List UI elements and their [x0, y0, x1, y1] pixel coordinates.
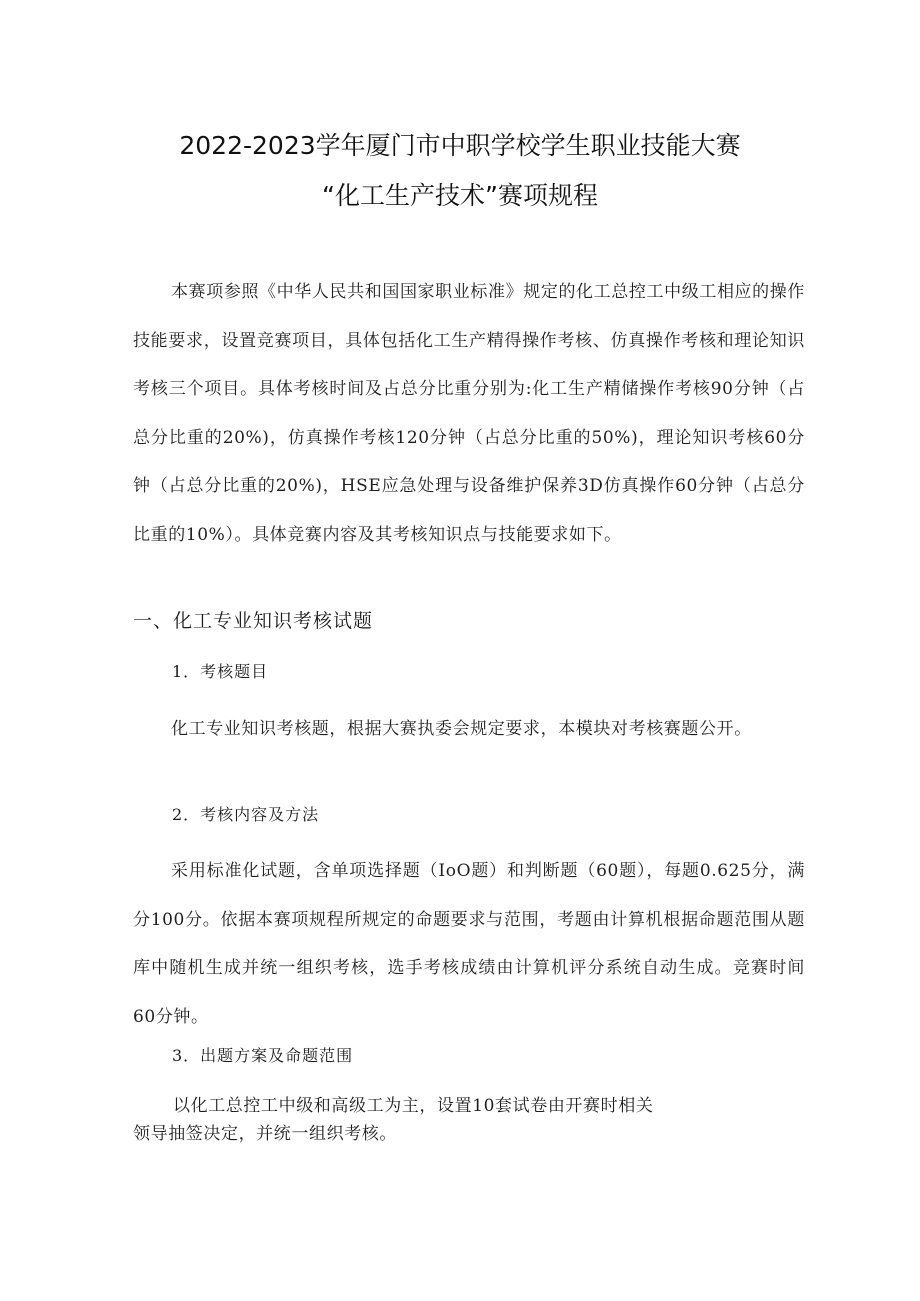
- document-title-line-1: 2022-2023学年厦门市中职学校学生职业技能大赛: [179, 131, 741, 160]
- subsection-heading-1: 1．考核题目: [172, 662, 269, 681]
- document-title-line-2: “化工生产技术”赛项规程: [322, 181, 598, 210]
- subsection-3-line-2: 领导抽签决定，并统一组织考核。: [133, 1124, 397, 1144]
- subsection-1-paragraph: 化工专业知识考核题，根据大赛执委会规定要求，本模块对考核赛题公开。: [171, 719, 752, 739]
- section-heading-1: 一、化工专业知识考核试题: [133, 610, 374, 632]
- subsection-3-paragraph: [133, 1092, 793, 1148]
- subsection-heading-3: 3．出题方案及命题范围: [172, 1046, 354, 1065]
- intro-paragraph: 本赛项参照《中华人民共和国国家职业标准》规定的化工总控工中级工相应的操作技能要求，设置竞赛项目，具体包括化工生产精得操作考核、仿真操作考核和理论知识考核三个项目。具体考核时间及占总分比重分别为:化工生产精储操作考核90分钟（占总分比重的20%)，仿真操作考核120分钟（占总分比重的50%)，理论知识考核60分钟（占总分比重的20%)，HSE应急处理与设备维护保养3D仿真操作60分钟（占总分比重的10%）。具体竞赛内容及其考核知识点与技能要求如下。: [133, 282, 805, 545]
- subsection-3-line-1: 以化工总控工中级和高级工为主，设置10套试卷由开赛时相关: [173, 1096, 654, 1116]
- subsection-2-paragraph: 采用标准化试题，含单项选择题（IoO题）和判断题（60题），每题0.625分，满分100分。依据本赛项规程所规定的命题要求与范围，考题由计算机根据命题范围从题库中随机生成并统一组织考核，选手考核成绩由计算机评分系统自动生成。竞赛时间60分钟。: [133, 861, 805, 1027]
- subsection-heading-2: 2．考核内容及方法: [172, 805, 320, 824]
